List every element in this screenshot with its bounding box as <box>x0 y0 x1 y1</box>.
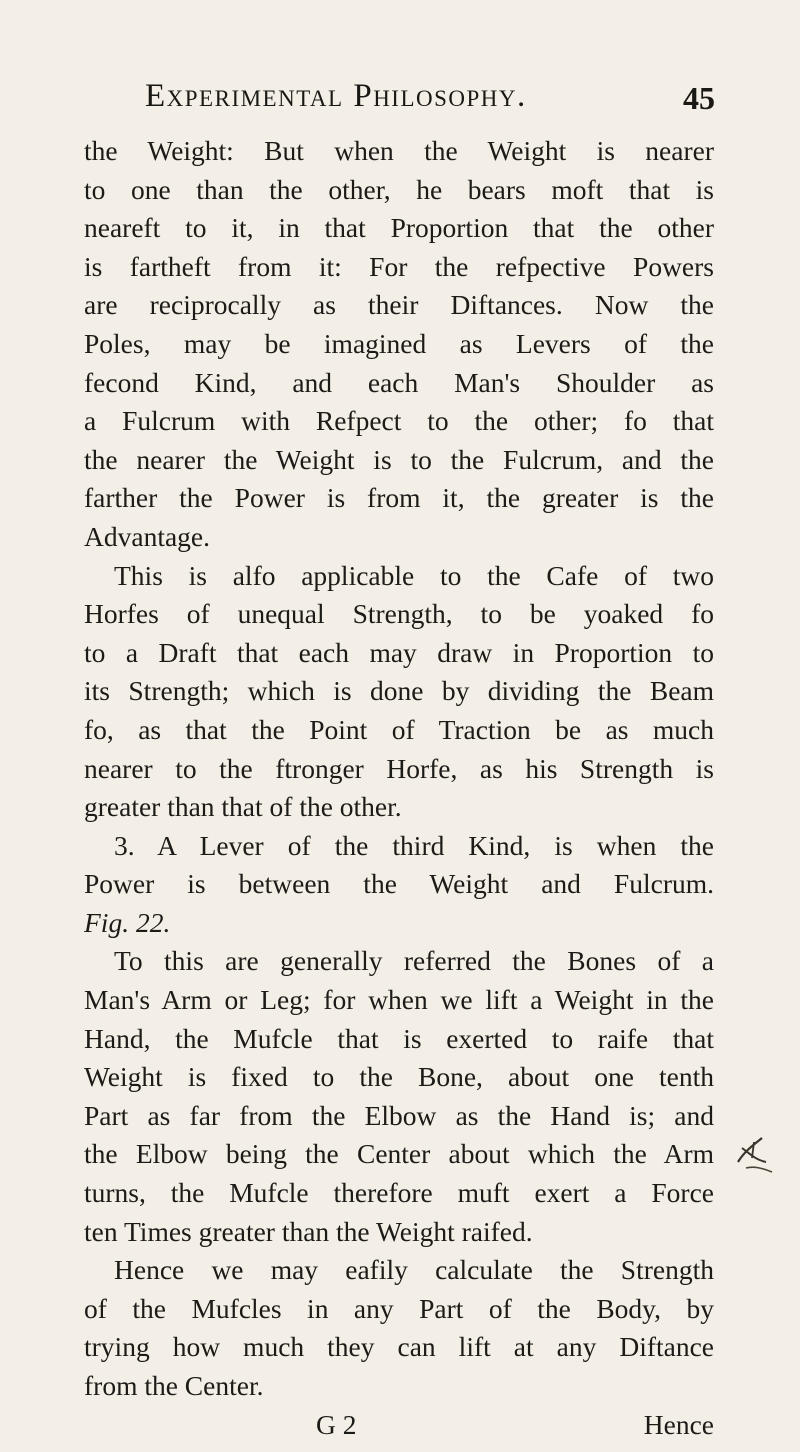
text-line: Power is between the Weight and Fulcrum. <box>84 868 714 900</box>
text-line: to one than the other, he bears moft that is <box>84 173 714 205</box>
text-line: the Elbow being the Center about which the Arm <box>84 1138 714 1170</box>
text-line: Part as far from the Elbow as the Hand is; and <box>84 1099 714 1131</box>
text-line: turns, the Mufcle therefore muft exert a Force <box>84 1177 714 1209</box>
text-line: of the Mufcles in any Part of the Body, by <box>84 1292 714 1324</box>
text-line: is fartheft from it: For the refpective Powers <box>84 250 714 282</box>
text-line <box>84 904 714 943</box>
text-line: ten Times greater than the Weight raifed. <box>84 1215 533 1247</box>
paragraph-start-line: 3. A Lever of the third Kind, is when the <box>114 829 714 861</box>
text-line: from the Center. <box>84 1370 264 1401</box>
text-line: fo, as that the Point of Traction be as much <box>84 713 714 745</box>
paragraph-start-line: This is alfo applicable to the Cafe of two <box>114 559 714 591</box>
text-line: Advantage. <box>84 520 210 552</box>
paragraph-start-line: To this are generally referred the Bones of a <box>114 945 714 977</box>
text-line: neareft to it, in that Proportion that the other <box>84 212 714 244</box>
text-line: trying how much they can lift at any Diftance <box>84 1331 714 1363</box>
catchword: Hence <box>643 1408 714 1440</box>
marginal-ink-mark-icon <box>732 1132 776 1176</box>
text-line: are reciprocally as their Diftances. Now the <box>84 289 714 321</box>
text-line: the nearer the Weight is to the Fulcrum, and the <box>84 443 714 475</box>
signature-mark: G 2 <box>316 1408 357 1440</box>
text-line: to a Draft that each may draw in Proportion to <box>84 636 714 668</box>
text-line: Weight is fixed to the Bone, about one tenth <box>84 1061 714 1093</box>
body-text <box>84 132 714 1444</box>
text-line: Man's Arm or Leg; for when we lift a Weight in the <box>84 984 714 1016</box>
figure-reference: Fig. 22. <box>84 906 171 938</box>
paragraph-start-line: Hence we may eafily calculate the Strength <box>114 1254 714 1286</box>
text-line: a Fulcrum with Refpect to the other; fo that <box>84 405 714 437</box>
text-line: Hand, the Mufcle that is exerted to raife that <box>84 1022 714 1054</box>
text-line: greater than that of the other. <box>84 791 402 823</box>
text-line: fecond Kind, and each Man's Shoulder as <box>84 366 714 398</box>
text-line: Poles, may be imagined as Levers of the <box>84 327 714 359</box>
text-line: Horfes of unequal Strength, to be yoaked fo <box>84 598 714 630</box>
page-number: 45 <box>683 80 715 116</box>
running-head <box>145 78 715 118</box>
text-line: farther the Power is from it, the greater is the <box>84 482 714 514</box>
page-footer <box>84 1406 714 1445</box>
text-line: its Strength; which is done by dividing the Beam <box>84 675 714 707</box>
running-title: Experimental Philosophy. <box>145 78 527 114</box>
text-line: the Weight: But when the Weight is nearer <box>84 135 714 166</box>
text-line: nearer to the ftronger Horfe, as his Strength is <box>84 752 714 784</box>
